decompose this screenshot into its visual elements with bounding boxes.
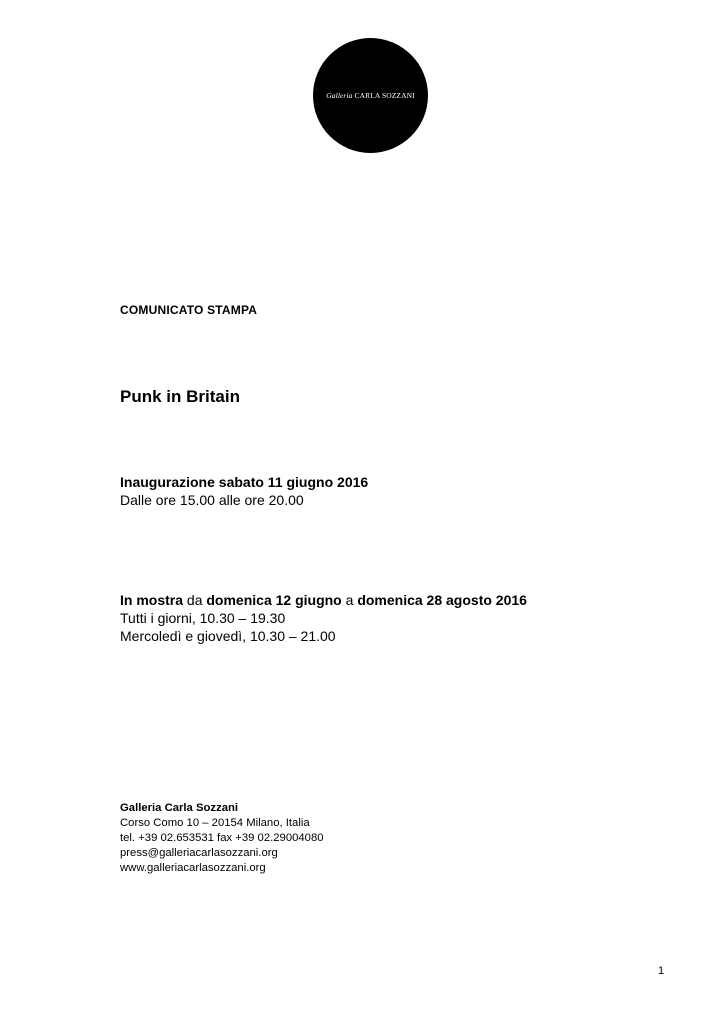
contact-website[interactable]: www.galleriacarlasozzani.org: [120, 862, 266, 874]
press-release-label: COMUNICATO STAMPA: [120, 303, 258, 317]
contact-phone: tel. +39 02.653531 fax +39 02.29004080: [120, 832, 324, 844]
contact-address: Corso Como 10 – 20154 Milano, Italia: [120, 817, 310, 829]
logo-word-caps: CARLA SOZZANI: [354, 91, 415, 100]
exhibition-dates-block: [120, 591, 527, 645]
contact-block: [120, 801, 324, 876]
logo-word-italic: Galleria: [326, 91, 353, 100]
page-number: 1: [658, 965, 665, 977]
contact-name: Galleria Carla Sozzani: [120, 802, 239, 814]
gallery-logo: [313, 38, 428, 153]
exhibition-period: In mostra da domenica 12 giugno a domenica 28 agosto 2016: [120, 592, 527, 608]
contact-email[interactable]: press@galleriacarlasozzani.org: [120, 847, 278, 859]
opening-hours-extended: Mercoledì e giovedì, 10.30 – 21.00: [120, 628, 336, 644]
inauguration-date: Inaugurazione sabato 11 giugno 2016: [120, 474, 369, 490]
opening-hours-daily: Tutti i giorni, 10.30 – 19.30: [120, 610, 286, 626]
logo-text: [326, 91, 414, 100]
inauguration-block: [120, 473, 368, 509]
inauguration-hours: Dalle ore 15.00 alle ore 20.00: [120, 492, 304, 508]
exhibition-title: Punk in Britain: [120, 387, 240, 406]
